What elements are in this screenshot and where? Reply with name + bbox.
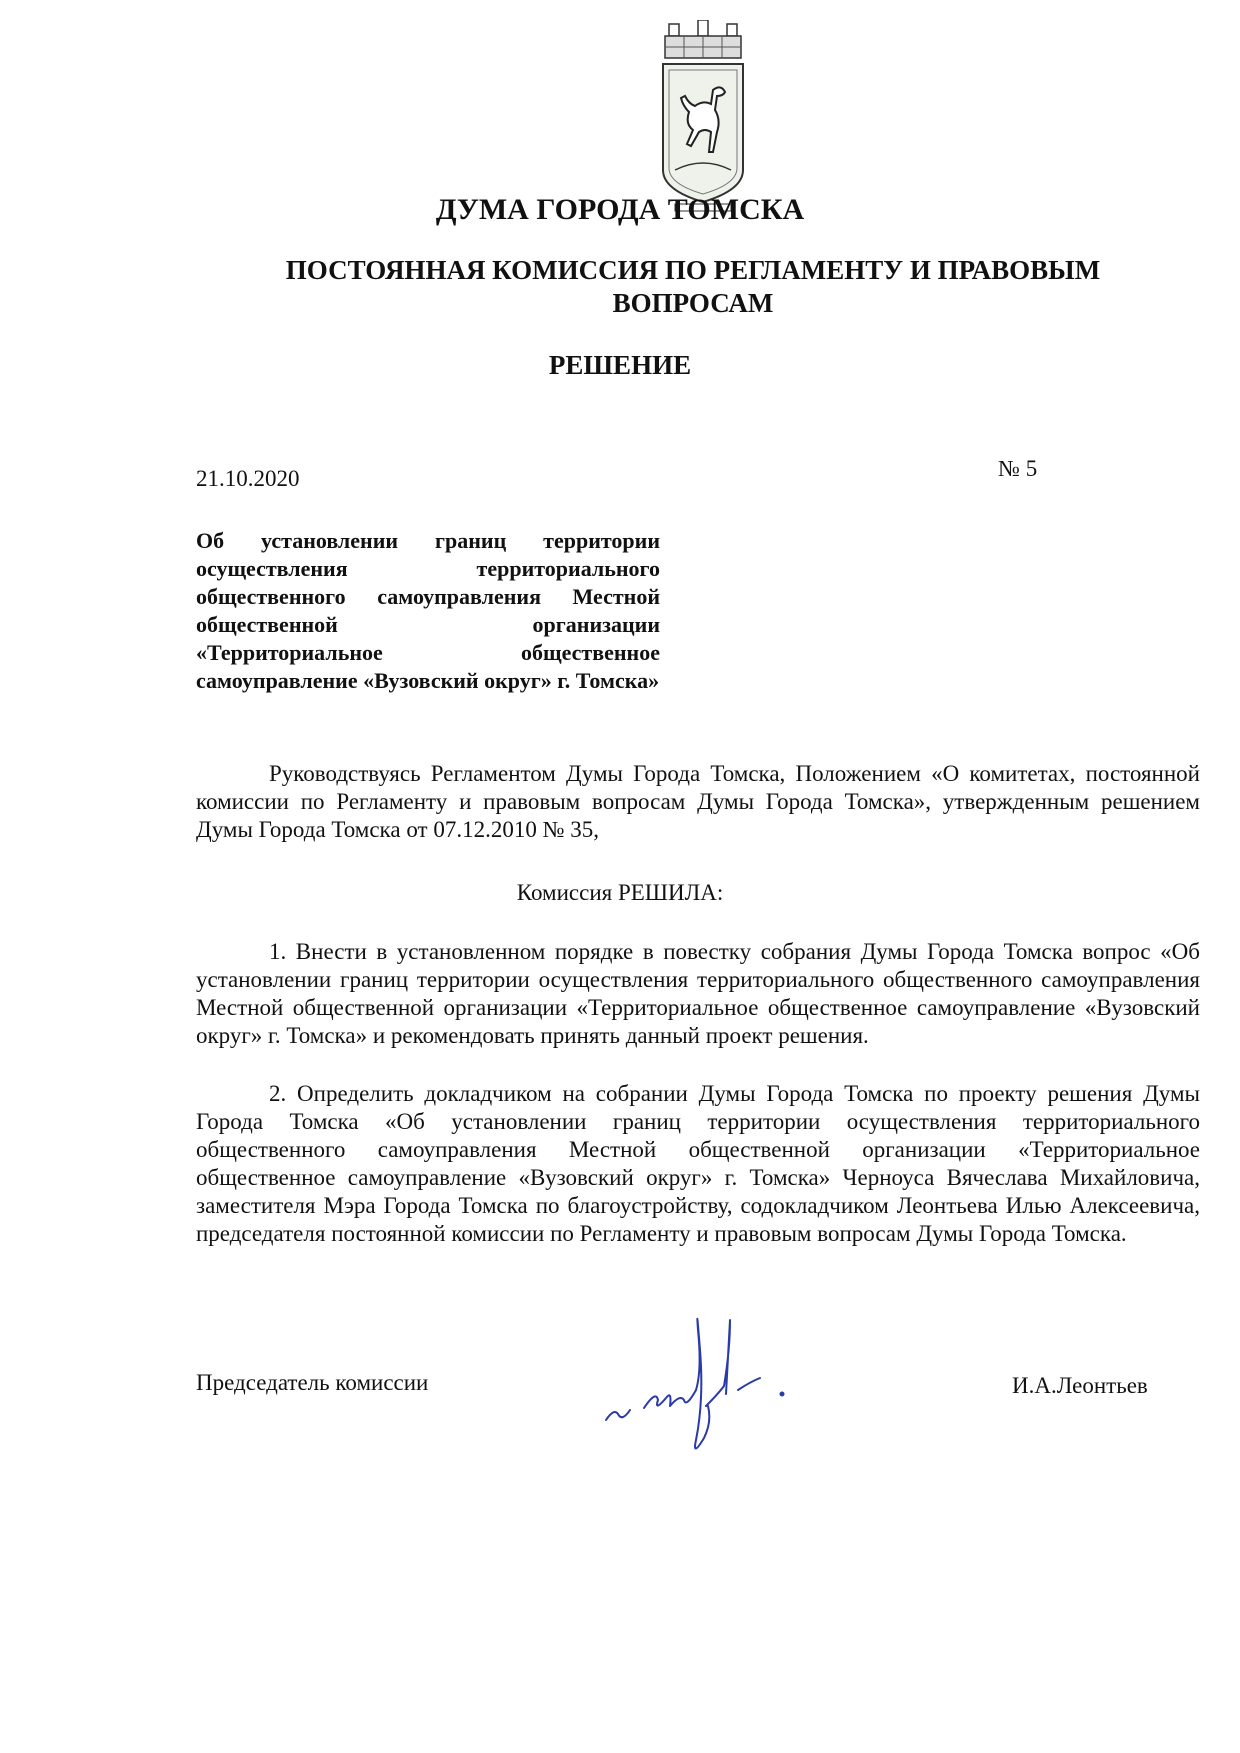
tomsk-coat-of-arms-icon xyxy=(655,20,751,212)
resolution-item-2: 2. Определить докладчиком на собрании Думы Города Томска по проекту решения Думы Города Томска «Об установлении границ территории осуществления территориального общественного самоуправления Местной общественной организации «Территориальное общественное самоуправление «Вузовский округ» г. Томска» Черноуса Вячеслава Михайловича, заместителя Мэра Города Томска по благоустройству, содокладчиком Леонтьева Илью Алексеевича, председателя постоянной комиссии по Регламенту и правовым вопросам Думы Города Томска. xyxy=(196,1081,1200,1246)
signatory-title: Председатель комиссии xyxy=(196,1370,429,1395)
resolution-item-1: 1. Внести в установленном порядке в повестку собрания Думы Города Томска вопрос «Об установлении границ территории осуществления территориального общественного самоуправления Местной общественной организации «Территориальное общественное самоуправление «Вузовский округ» г. Томска» и рекомендовать принять данный проект решения. xyxy=(196,939,1200,1048)
document-type: РЕШЕНИЕ xyxy=(548,350,692,380)
handwritten-signature xyxy=(600,1290,810,1460)
document-number: № 5 xyxy=(998,456,1038,481)
signatory-name: И.А.Леонтьев xyxy=(1012,1373,1148,1398)
commission-name: ПОСТОЯННАЯ КОМИССИЯ ПО РЕГЛАМЕНТУ И ПРАВОВЫМ ВОПРОСАМ xyxy=(285,255,1101,318)
preamble-paragraph: Руководствуясь Регламентом Думы Города Томска, Положением «О комитетах, постоянной комиссии по Регламенту и правовым вопросам Думы Города Томска», утвержденным решением Думы Города Томска от 07.12.2010 № 35, xyxy=(196,761,1200,842)
resolved-heading: Комиссия РЕШИЛА: xyxy=(516,880,724,905)
org-name: ДУМА ГОРОДА ТОМСКА xyxy=(435,193,805,226)
document-date: 21.10.2020 xyxy=(196,466,300,491)
document-subject: Об установлении границ территории осуществления территориального общественного самоуправления Местной общественной организации «Территориальное общественное самоуправление «Вузовский округ» г. Томска» xyxy=(196,528,660,693)
